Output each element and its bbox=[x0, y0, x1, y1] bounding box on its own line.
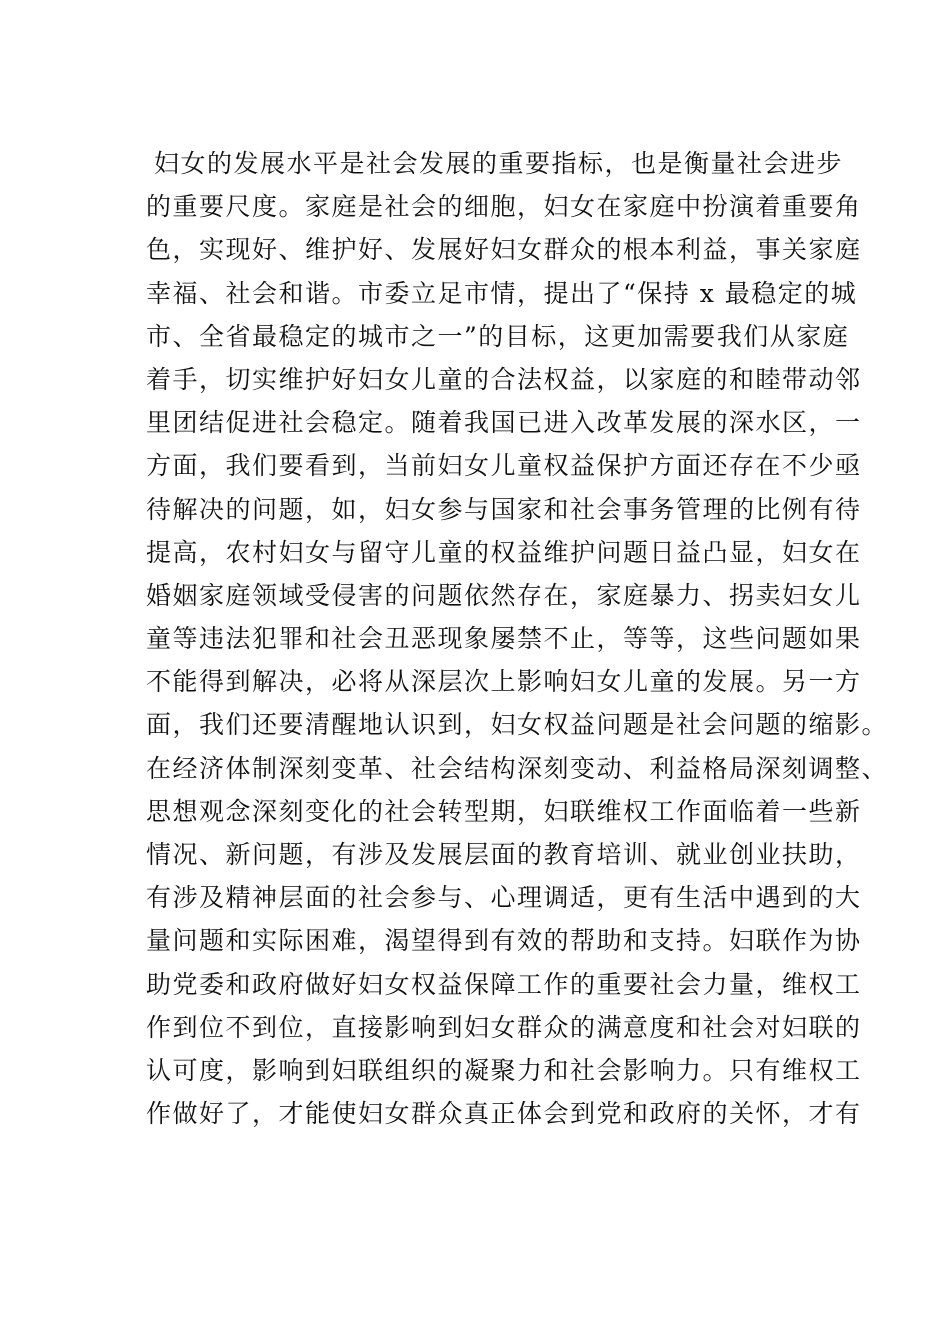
paragraph-line: 提高，农村妇女与留守儿童的权益维护问题日益凸显，妇女在 bbox=[146, 537, 862, 567]
paragraph-line: 里团结促进社会稳定。随着我国已进入改革发展的深水区，一 bbox=[146, 408, 862, 438]
paragraph-line: 市、全省最稳定的城市之一”的目标，这更加需要我们从家庭 bbox=[146, 321, 850, 351]
paragraph-line: 童等违法犯罪和社会丑恶现象屡禁不止，等等，这些问题如果 bbox=[146, 624, 862, 654]
paragraph-line: 着手，切实维护好妇女儿童的合法权益，以家庭的和睦带动邻 bbox=[146, 364, 862, 394]
paragraph-line: 量问题和实际困难，渴望得到有效的帮助和支持。妇联作为协 bbox=[146, 926, 862, 956]
paragraph-line: 待解决的问题，如，妇女参与国家和社会事务管理的比例有待 bbox=[146, 494, 862, 524]
paragraph-line: 作到位不到位，直接影响到妇女群众的满意度和社会对妇联的 bbox=[146, 1012, 862, 1042]
body-paragraph bbox=[146, 142, 889, 1135]
paragraph-line: 婚姻家庭领域受侵害的问题依然存在，家庭暴力、拐卖妇女儿 bbox=[146, 580, 862, 610]
paragraph-line: 妇女的发展水平是社会发展的重要指标，也是衡量社会进步 bbox=[154, 149, 844, 178]
paragraph-line: 作做好了，才能使妇女群众真正体会到党和政府的关怀，才有 bbox=[146, 1099, 862, 1129]
paragraph-line: 有涉及精神层面的社会参与、心理调适，更有生活中遇到的大 bbox=[146, 883, 862, 913]
paragraph-line: 情况、新问题，有涉及发展层面的教育培训、就业创业扶助， bbox=[146, 840, 862, 869]
paragraph-line: 的重要尺度。家庭是社会的细胞，妇女在家庭中扮演着重要角 bbox=[146, 192, 862, 222]
paragraph-line: 幸福、社会和谐。市委立足市情，提出了“保持 x 最稳定的城 bbox=[146, 278, 858, 308]
paragraph-line: 面，我们还要清醒地认识到，妇女权益问题是社会问题的缩影。 bbox=[146, 710, 889, 740]
paragraph-line: 在经济体制深刻变革、社会结构深刻变动、利益格局深刻调整、 bbox=[146, 753, 889, 783]
paragraph-line: 色，实现好、维护好、发展好妇女群众的根本利益，事关家庭 bbox=[146, 235, 862, 265]
paragraph-line: 认可度，影响到妇联组织的凝聚力和社会影响力。只有维权工 bbox=[146, 1055, 862, 1085]
paragraph-line: 助党委和政府做好妇女权益保障工作的重要社会力量，维权工 bbox=[146, 969, 862, 999]
paragraph-line: 不能得到解决，必将从深层次上影响妇女儿童的发展。另一方 bbox=[146, 667, 862, 697]
paragraph-line: 思想观念深刻变化的社会转型期，妇联维权工作面临着一些新 bbox=[146, 796, 862, 826]
paragraph-line: 方面，我们要看到，当前妇女儿童权益保护方面还存在不少亟 bbox=[146, 451, 862, 481]
